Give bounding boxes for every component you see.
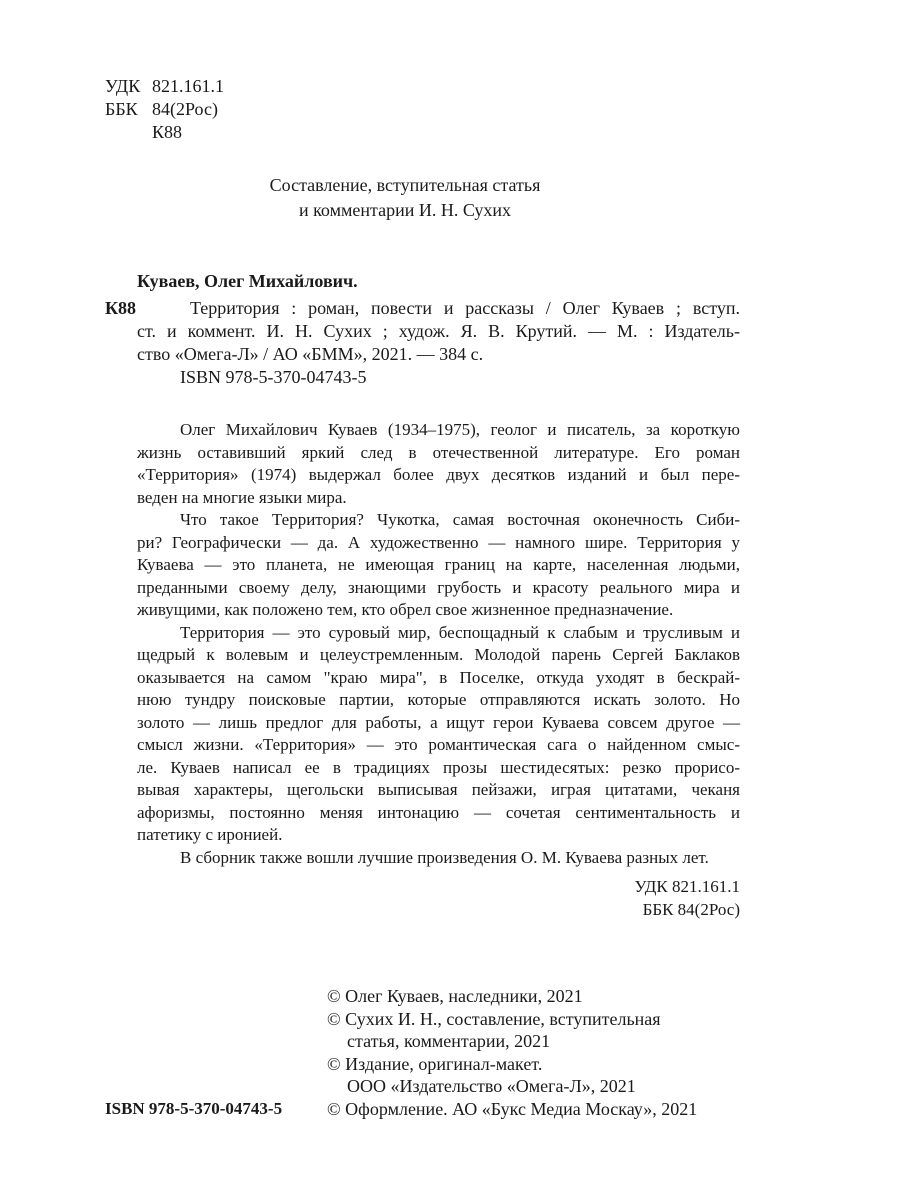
text-line: оказывается на самом "краю мира", в Поселке, откуда уходят в бескрай-: [137, 667, 740, 687]
text-line: Олег Михайлович Куваев (1934–1975), геолог и писатель, за короткую: [180, 420, 740, 439]
text-line: патетику с иронией.: [137, 825, 283, 844]
copyright-author: © Олег Куваев, наследники, 2021: [327, 986, 583, 1006]
bbk-label: ББК: [105, 99, 138, 119]
text-line: вывая характеры, щегольски выписывая пейзажи, играя цитатами, чеканя: [137, 780, 740, 799]
udk-label: УДК: [105, 76, 141, 96]
text-line: ри? Географически — да. А художественно — намного шире. Территория у: [137, 532, 740, 552]
biblio-line: ство «Омега-Л» / АО «БММ», 2021. — 384 с.: [137, 344, 484, 364]
text-line: золото — лишь предлог для работы, а ищут герои Куваева совсем другое —: [137, 712, 740, 732]
text-line: жизнь оставивший яркий след в отечественной литературе. Его роман: [137, 442, 740, 462]
text-line: «Территория» (1974) выдержал более двух десятков изданий и был пере-: [137, 465, 740, 484]
biblio-author-mark: К88: [105, 298, 137, 318]
copyright-compiler-cont: статья, комментарии, 2021: [347, 1031, 551, 1051]
author-mark: К88: [152, 122, 183, 142]
text-line: Что такое Территория? Чукотка, самая восточная оконечность Сиби-: [180, 510, 740, 529]
copyright-edition-cont: ООО «Издательство «Омега-Л», 2021: [347, 1076, 636, 1096]
biblio-line: Территория : роман, повести и рассказы / Олег Куваев ; вступ.: [190, 298, 740, 318]
bottom-bbk: ББК 84(2Рос): [642, 899, 740, 919]
biblio-isbn: ISBN 978-5-370-04743-5: [180, 367, 367, 387]
author-heading: Куваев, Олег Михайлович.: [137, 271, 358, 291]
text-line: Куваева — это планета, не имеющая границ на карте, населенная людьми,: [137, 555, 740, 574]
author-mark-row: [105, 121, 224, 144]
bbk-value: 84(2Рос): [152, 99, 218, 119]
text-line: живущими, как положено тем, кто обрел свое жизненное предназначение.: [137, 600, 674, 619]
text-line: ле. Куваев написал ее в традициях прозы шестидесятых: резко прорисо-: [137, 757, 740, 777]
text-line: В сборник также вошли лучшие произведения О. М. Куваева разных лет.: [180, 847, 709, 867]
text-line: афоризмы, постоянно меняя интонацию — сочетая сентиментальность и: [137, 802, 740, 822]
annotation-paragraph-2: [137, 509, 740, 622]
bottom-classification-codes: [634, 876, 740, 921]
biblio-line: ст. и коммент. И. Н. Сухих ; худож. Я. В. Крутий. — М. : Издатель-: [137, 321, 740, 341]
copyright-block: [327, 985, 697, 1120]
annotation: [137, 419, 740, 869]
copyright-compiler: © Сухих И. Н., составление, вступительная: [327, 1008, 661, 1029]
isbn-bottom: ISBN 978-5-370-04743-5: [105, 1099, 283, 1118]
composition-credit: [0, 173, 810, 223]
bottom-udk: УДК 821.161.1: [634, 877, 740, 896]
credit-line-1: Составление, вступительная статья: [269, 175, 541, 195]
text-line: нюю тундру поисковые партии, которые отправляются искать золото. Но: [137, 690, 740, 709]
text-line: Территория — это суровый мир, беспощадный к слабым и трусливым и: [180, 622, 740, 642]
udk-value: 821.161.1: [152, 76, 224, 96]
udk-row: [105, 75, 224, 98]
text-line: преданными своему делу, знающими грубость и красоту реального мира и: [137, 577, 740, 597]
annotation-paragraph-3: [137, 622, 740, 847]
text-line: щедрый к волевым и целеустремленным. Молодой парень Сергей Баклаков: [137, 645, 740, 664]
bibliographic-record: [137, 297, 740, 389]
credit-line-2: и комментарии И. Н. Сухих: [298, 200, 512, 220]
annotation-paragraph-4: [137, 847, 740, 870]
text-line: смысл жизни. «Территория» — это романтическая сага о найденном смыс-: [137, 735, 740, 754]
annotation-paragraph-1: [137, 419, 740, 509]
classification-block: [105, 75, 224, 144]
copyright-design: © Оформление. АО «Букс Медиа Москау», 2021: [327, 1098, 698, 1119]
copyright-edition: © Издание, оригинал-макет.: [327, 1053, 543, 1074]
bbk-row: [105, 98, 224, 121]
text-line: веден на многие языки мира.: [137, 487, 347, 507]
